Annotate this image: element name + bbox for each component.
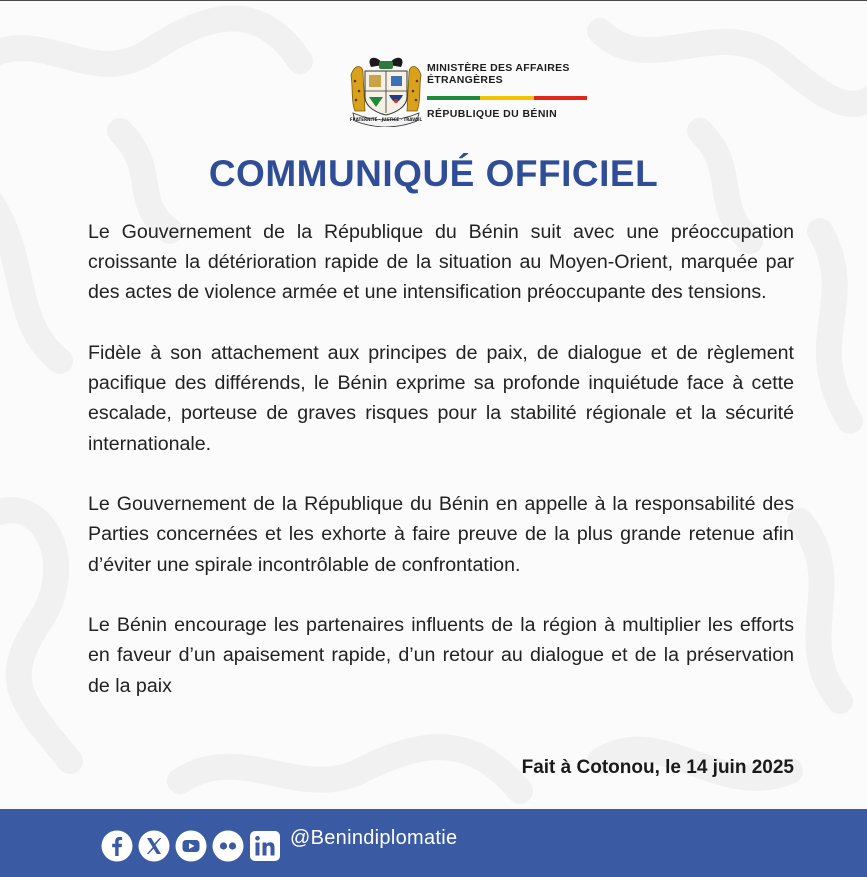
flickr-icon[interactable] xyxy=(212,830,244,862)
signature-place-date: Fait à Cotonou, le 14 juin 2025 xyxy=(521,757,794,778)
social-footer xyxy=(0,809,867,877)
coat-of-arms-icon xyxy=(349,53,423,127)
svg-text:FRATERNITÉ · JUSTICE · TRAVAIL: FRATERNITÉ · JUSTICE · TRAVAIL xyxy=(349,117,423,122)
youtube-icon[interactable] xyxy=(175,830,207,862)
paragraph: Fidèle à son attachement aux principes de paix, de dialogue et de règlement pacifique des différends, le Bénin exprime sa profonde inquiétude face à cette escalade, porteuse de graves risques pour la stabilité régionale et la sécurité internationale. xyxy=(88,342,794,455)
ministry-line-1: MINISTÈRE DES AFFAIRES xyxy=(427,62,570,74)
page-title: COMMUNIQUÉ OFFICIEL xyxy=(208,153,659,194)
flag-red xyxy=(534,96,587,100)
social-handle[interactable]: @Benindiplomatie xyxy=(290,827,458,849)
flag-yellow xyxy=(480,96,533,100)
paragraph: Le Bénin encourage les partenaires influents de la région à multiplier les efforts en faveur d’un apaisement rapide, d’un retour au dialogue et de la préservation de la paix xyxy=(88,614,794,697)
flag-green xyxy=(427,96,480,100)
x-icon[interactable] xyxy=(138,830,170,862)
ministry-name xyxy=(427,62,597,86)
communique-body xyxy=(88,217,794,731)
flag-color-bar xyxy=(427,96,587,100)
linkedin-icon[interactable] xyxy=(249,830,281,862)
paragraph: Le Gouvernement de la République du Bénin suit avec une préoccupation croissante la détérioration rapide de la situation au Moyen-Orient, marquée par des actes de violence armée et une intensification préoccupante des tensions. xyxy=(88,221,794,304)
republic-name: RÉPUBLIQUE DU BÉNIN xyxy=(427,108,558,120)
facebook-icon[interactable] xyxy=(101,830,133,862)
ministry-line-2: ÉTRANGÈRES xyxy=(427,74,503,86)
paragraph: Le Gouvernement de la République du Bénin en appelle à la responsabilité des Parties concernées et les exhorte à faire preuve de la plus grande retenue afin d’éviter une spirale incontrôlable de confrontation. xyxy=(88,493,794,576)
ministry-header xyxy=(349,53,599,133)
social-icons xyxy=(101,830,286,862)
